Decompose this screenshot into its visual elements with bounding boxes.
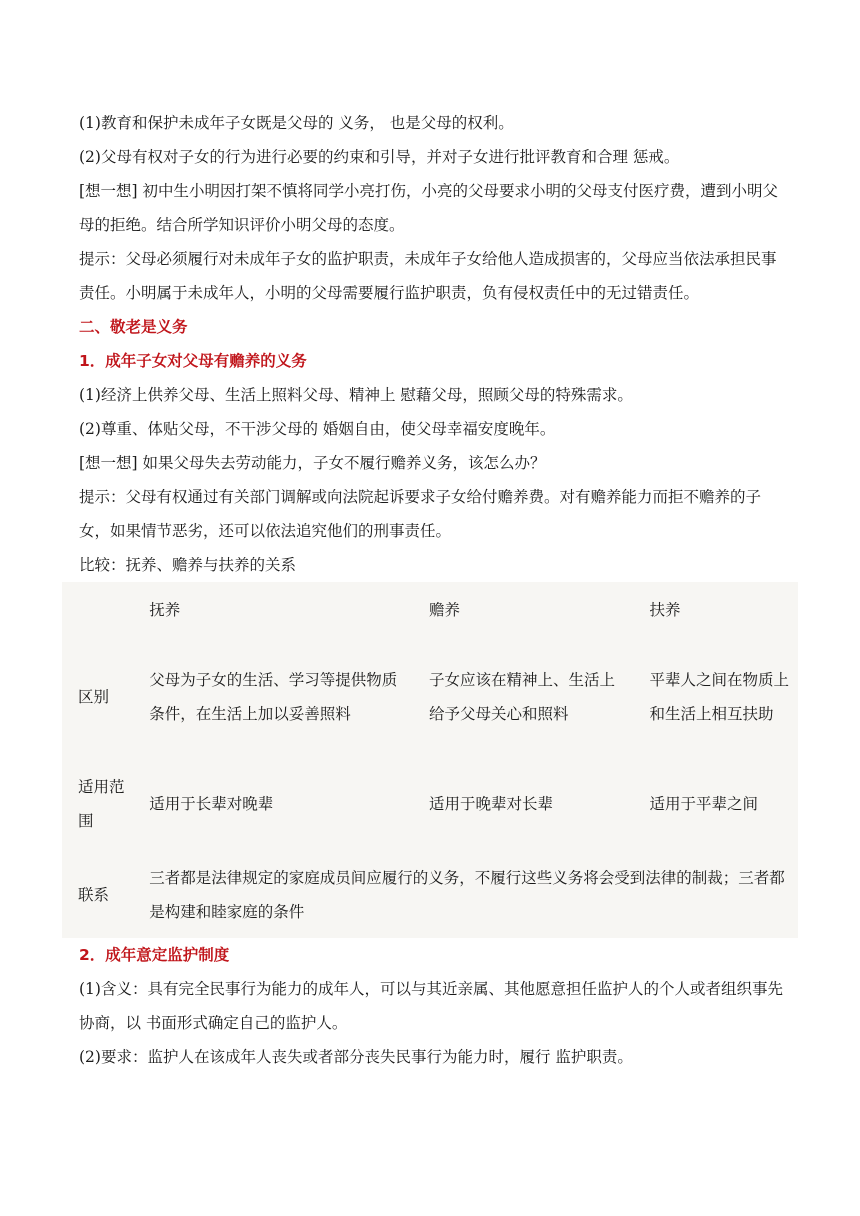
table-header-cell: 抚养 bbox=[149, 601, 181, 619]
paragraph-parent-rights: (2)父母有权对子女的行为进行必要的约束和引导，并对子女进行批评教育和合理 惩戒。 bbox=[79, 148, 680, 166]
table-cell: 平辈人之间在物质上和生活上相互扶助 bbox=[649, 671, 790, 723]
compare-title: 比较：抚养、赡养与扶养的关系 bbox=[79, 556, 297, 574]
comparison-table bbox=[62, 582, 798, 938]
row-label: 区别 bbox=[78, 688, 110, 706]
paragraph-support-2: (2)尊重、体贴父母，不干涉父母的 婚姻自由，使父母幸福安度晚年。 bbox=[79, 420, 556, 438]
table-cell: 适用于晚辈对长辈 bbox=[428, 795, 553, 813]
table-header-cell bbox=[62, 582, 133, 638]
think-question-2: [想一想] 如果父母失去劳动能力，子女不履行赡养义务，该怎么办？ bbox=[79, 454, 546, 472]
hint-2: 提示：父母有权通过有关部门调解或向法院起诉要求子女给付赡养费。对有赡养能力而拒不赡养的子女，如果情节恶劣，还可以依法追究他们的刑事责任。 bbox=[79, 488, 762, 540]
table-row bbox=[62, 638, 798, 756]
table-cell: 父母为子女的生活、学习等提供物质条件，在生活上加以妥善照料 bbox=[149, 671, 398, 723]
hint-1: 提示：父母必须履行对未成年子女的监护职责，未成年子女给他人造成损害的，父母应当依法承担民事责任。小明属于未成年人，小明的父母需要履行监护职责，负有侵权责任中的无过错责任。 bbox=[79, 250, 777, 302]
table-cell: 适用于长辈对晚辈 bbox=[149, 795, 274, 813]
table-row bbox=[62, 852, 798, 938]
table-row bbox=[62, 756, 798, 852]
table-header-cell: 扶养 bbox=[649, 601, 681, 619]
table-header-row bbox=[62, 582, 798, 638]
section-heading: 二、敬老是义务 bbox=[79, 318, 188, 336]
paragraph-guardianship-meaning: (1)含义：具有完全民事行为能力的成年人，可以与其近亲属、其他愿意担任监护人的个人或者组织事先协商，以 书面形式确定自己的监护人。 bbox=[79, 980, 783, 1032]
table-cell: 子女应该在精神上、生活上给予父母关心和照料 bbox=[428, 671, 615, 723]
subheading-guardianship: 2．成年意定监护制度 bbox=[79, 946, 230, 964]
table-merged-cell: 三者都是法律规定的家庭成员间应履行的义务，不履行这些义务将会受到法律的制裁；三者都是构建和睦家庭的条件 bbox=[149, 869, 785, 921]
row-label: 联系 bbox=[78, 886, 110, 904]
subheading-support-duty: 1．成年子女对父母有赡养的义务 bbox=[79, 352, 307, 370]
table-header-cell: 赡养 bbox=[428, 601, 460, 619]
think-question-1: [想一想] 初中生小明因打架不慎将同学小亮打伤，小亮的父母要求小明的父母支付医疗费，遭到小明父母的拒绝。结合所学知识评价小明父母的态度。 bbox=[79, 182, 779, 234]
paragraph-guardianship-requirement: (2)要求：监护人在该成年人丧失或者部分丧失民事行为能力时，履行 监护职责。 bbox=[79, 1048, 633, 1066]
document-page bbox=[78, 106, 790, 1074]
paragraph-education-duty: (1)教育和保护未成年子女既是父母的 义务， 也是父母的权利。 bbox=[79, 114, 514, 132]
paragraph-support-1: (1)经济上供养父母、生活上照料父母、精神上 慰藉父母，照顾父母的特殊需求。 bbox=[79, 386, 633, 404]
row-label: 适用范围 bbox=[78, 778, 125, 830]
table-cell: 适用于平辈之间 bbox=[649, 795, 759, 813]
